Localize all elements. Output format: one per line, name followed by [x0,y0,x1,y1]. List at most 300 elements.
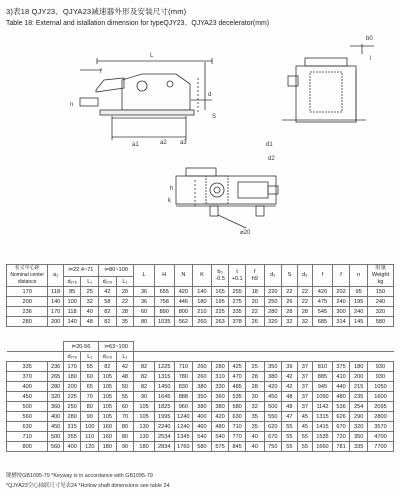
table-cell: 100 [63,297,81,307]
table-cell: 380 [211,402,229,412]
table-cell: 40 [81,307,99,317]
table-cell: 60 [116,402,134,412]
table-cell: 446 [174,297,193,307]
table-cell: 330 [211,382,229,392]
table-cell: 40 [245,432,264,442]
sub-d2-1: d₂₇₆ [63,277,81,287]
table-cell: 28 [116,307,134,317]
label-d2: d2 [268,156,275,162]
label-d20: ⌀20 [240,230,251,236]
table-cell: 90 [81,412,99,422]
table-cell: 32 [81,297,99,307]
table-cell: 400 [48,412,64,422]
table-cell: 250 [63,402,81,412]
table-cell: 562 [174,317,193,327]
table-cell: 200 [350,372,368,382]
table-cell: 170 [63,362,81,372]
table-cell: 275 [229,297,246,307]
table-cell: 3570 [367,422,393,432]
table-cell: 2095 [367,402,393,412]
table-cell: 110 [81,432,99,442]
table-cell: 120 [81,442,99,452]
table-cell: 42 [282,382,298,392]
table-cell: 82 [134,372,155,382]
table-cell: 55 [297,442,313,452]
table-cell: 240 [350,307,368,317]
table-cell: 480 [211,422,229,432]
hdr-L: L [134,265,155,287]
table-cell: 670 [332,422,350,432]
table-cell: 160 [99,432,117,442]
table-cell: 710 [229,422,246,432]
table-cell: 810 [313,362,333,372]
table-cell: 20 [116,287,134,297]
hdr-d1: d₁ [264,265,282,287]
table-cell: 37 [297,402,313,412]
table-cell: 575 [211,442,229,452]
sub-d2-2: d₂₇₆ [99,277,117,287]
table-cell: 37 [297,372,313,382]
table-cell: 535 [229,392,246,402]
label-d: d [208,92,212,98]
table-cell: 420 [313,287,333,297]
table-cell: 500 [7,402,48,412]
label-L: L [150,53,154,59]
table-row [7,297,394,307]
table-cell: 28 [245,382,264,392]
table-cell: 28 [245,372,264,382]
table-cell: 550 [264,412,282,422]
table-cell: 7700 [367,442,393,452]
label-a3: a3 [180,140,187,146]
table-cell: 280 [211,362,229,372]
table-cell: 40 [245,442,264,452]
sub-L1-3: L₁ [81,352,99,362]
table-cell: 60 [81,372,99,382]
table-cell: 60 [134,307,155,317]
table-cell: 2834 [154,442,174,452]
table-cell: 470 [229,372,246,382]
table-cell: 800 [174,307,193,317]
table-cell: 280 [63,412,81,422]
table-cell: 55 [116,392,134,402]
hdr-f3: f [332,265,350,287]
table-cell: 320 [367,307,393,317]
table-cell: 280 [48,382,64,392]
table-cell: 750 [264,442,282,452]
table-cell: 350 [264,362,282,372]
table-cell: 1660 [313,442,333,452]
table-cell: 22 [297,287,313,297]
table-cell: 140 [48,297,64,307]
table-cell: 250 [264,297,282,307]
table-row [7,442,394,452]
sub-d2-4: d₂₇₆ [99,352,117,362]
table-cell: 180 [193,297,212,307]
table-cell: 420 [211,412,229,422]
table-cell: 320 [350,422,368,432]
table-cell: 45 [297,412,313,422]
hdr-a1: a₁ [48,265,64,287]
table-cell: 1600 [367,392,393,402]
label-n: n [70,102,74,108]
table-cell: 280 [264,307,282,317]
table-cell: 28 [297,307,313,317]
table-cell: 945 [313,382,333,392]
table-cell: 70 [116,412,134,422]
table-cell: 410 [332,372,350,382]
table-cell: 150 [367,287,393,297]
table-cell: 37 [297,392,313,402]
table-cell: 1315 [154,372,174,382]
table-cell: 35 [245,422,264,432]
hdr-t: t +0.1 [229,265,246,287]
table-cell: 300 [332,307,350,317]
table-cell: 82 [99,317,117,327]
table-cell: 260 [193,317,212,327]
table-cell: 130 [134,432,155,442]
table-cell: 20 [245,297,264,307]
table-cell: 35 [116,317,134,327]
table-cell: 18 [245,287,264,297]
table-cell: 350 [350,432,368,442]
label-l: l [370,56,372,62]
table-cell: 42 [282,372,298,382]
table-cell: 55 [282,432,298,442]
table-cell: 314 [332,317,350,327]
table-cell: 55 [297,432,313,442]
table-cell: 1760 [174,442,193,452]
table-cell: 25 [81,287,99,297]
table-cell: 42 [116,362,134,372]
table-cell: 450 [264,392,282,402]
table-cell: 560 [7,412,48,422]
table-cell: 460 [193,422,212,432]
table-cell: 350 [193,392,212,402]
table-cell: 200 [63,382,81,392]
table-cell: 80 [81,402,99,412]
table-row [7,362,394,372]
table-cell: 710 [174,362,193,372]
table-cell: 420 [264,382,282,392]
table-cell: 1345 [174,432,193,442]
table-cell: 90 [116,442,134,452]
table-cell: 45 [297,422,313,432]
table-cell: 1050 [367,382,393,392]
table-cell: 82 [134,382,155,392]
table-cell: 82 [134,362,155,372]
table-cell: 105 [134,402,155,412]
table-cell: 100 [81,422,99,432]
table-cell: 580 [367,317,393,327]
table-cell: 1995 [154,412,174,422]
label-h: h [170,186,174,192]
table-cell: 236 [7,307,48,317]
table-cell: 240 [367,297,393,307]
label-s: S [212,114,217,120]
table-cell: 1825 [154,402,174,412]
table-row [7,372,394,382]
table-cell: 95 [350,287,368,297]
hdr-ratio-1: i=22.4~71 [63,265,98,277]
table-cell: 1240 [174,412,193,422]
table-cell: 240 [332,297,350,307]
table-cell: 425 [229,362,246,372]
table-cell: 160 [99,422,117,432]
hdr-ratio-4: i=63~100 [99,342,134,352]
table-cell: 480 [332,392,350,402]
table-cell: 80 [134,317,155,327]
hdr-N: N [174,265,193,287]
table-cell: 930 [367,362,393,372]
table-cell: 55 [282,442,298,452]
table-cell: 39 [282,362,298,372]
top-view [176,168,278,228]
table-cell: 255 [229,287,246,297]
table-cell: 655 [154,287,174,297]
table-cell: 380 [193,402,212,412]
hdr-f: f h9 [245,265,264,287]
sub-L1-4: L₁ [116,352,134,362]
table-cell: 885 [313,372,333,382]
table-cell: 310 [211,372,229,382]
table-cell: 360 [48,402,64,412]
table-cell: 58 [99,297,117,307]
table-cell: 65 [81,382,99,392]
table-cell: 580 [193,442,212,452]
table-cell: 440 [332,382,350,392]
table-row [7,382,394,392]
sub-L1-2: L₁ [116,277,134,287]
table-cell: 180 [63,372,81,382]
table-cell: 355 [63,432,81,442]
table-cell: 47 [282,412,298,422]
table-cell: 378 [229,317,246,327]
table-row [7,392,394,402]
table-cell: 48 [81,317,99,327]
table-cell: 420 [174,287,193,297]
table-cell: 55 [81,362,99,372]
table-cell: 35 [245,412,264,422]
table-cell: 500 [48,432,64,442]
sub-L1-1: L₁ [81,277,99,287]
table-cell: 500 [264,402,282,412]
table-cell: 82 [99,307,117,317]
table-cell: 280 [7,317,48,327]
table-cell: 2534 [154,432,174,442]
table-cell: 1142 [313,402,333,412]
table-cell: 48 [116,372,134,382]
table-cell: 202 [332,287,350,297]
label-d1: d1 [266,142,273,148]
table-row [7,422,394,432]
table-cell: 710 [7,432,48,442]
table-cell: 32 [245,402,264,412]
table-row [7,412,394,422]
table-cell: 180 [99,442,117,452]
table-cell: 545 [313,307,333,317]
table-cell: 450 [7,392,48,402]
table-cell: 50 [116,382,134,392]
table-cell: 70 [81,392,99,402]
table-cell: 195 [211,297,229,307]
table-cell: 450 [48,422,64,432]
title-english: Table 18: External and istallation dimension for typeQJY23、QJYA23 decelerator(mm) [6,20,269,27]
table-cell: 85 [63,287,81,297]
table-cell: 265 [48,372,64,382]
table-cell: 48 [282,402,298,412]
table-cell: 930 [367,372,393,382]
table-cell: 165 [211,287,229,297]
table-cell: 37 [297,382,313,392]
table-cell: 36 [134,297,155,307]
table-cell: 22 [245,307,264,317]
table-cell: 685 [313,317,333,327]
label-a2: a2 [160,140,167,146]
table-cell: 560 [48,442,64,452]
table-cell: 105 [134,412,155,422]
table-cell: 36 [134,287,155,297]
table-cell: 1315 [313,412,333,422]
table-cell: 2800 [367,412,393,422]
title-chinese: 3)表18 QJY23、QJYA23减速器外形及安装尺寸(mm) [6,7,187,16]
table-cell: 236 [48,362,64,372]
table-cell: 758 [154,297,174,307]
table-cell: 118 [48,287,64,297]
table-cell: 220 [264,287,282,297]
table-cell: 118 [63,307,81,317]
table-cell: 32 [297,317,313,327]
table-cell: 32 [282,317,298,327]
table-cell: 80 [116,422,134,432]
table-cell: 315 [63,422,81,432]
hdr-d3: d₃ [297,265,313,287]
table-cell: 830 [174,382,193,392]
table-cell: 630 [7,422,48,432]
hdr-n: n [350,265,368,287]
table-cell: 335 [229,307,246,317]
table-cell: 225 [63,392,81,402]
footnote-hollow-shaft: *QJYA23空心轴联尺寸见表24 *Hollow shaft dimensions see table 24 [6,483,170,489]
table-cell: 370 [7,372,48,382]
table-cell: 28 [282,307,298,317]
table-cell: 210 [193,307,212,317]
hdr-f2: f [313,265,333,287]
table-cell: 320 [264,317,282,327]
table-cell: 25 [245,362,264,372]
table-cell: 254 [350,402,368,412]
table-cell: 145 [350,317,368,327]
table-cell: 540 [193,432,212,442]
table-cell: 335 [350,442,368,452]
table-cell: 200 [7,297,48,307]
side-view [282,44,374,122]
table-cell: 770 [229,432,246,442]
table-cell: 140 [193,287,212,297]
table-cell: 55 [282,422,298,432]
table-cell: 263 [211,317,229,327]
label-f: f [100,69,102,75]
table-cell: 48 [282,392,298,402]
table-cell: 105 [99,372,117,382]
table-cell: 180 [350,362,368,372]
hdr-S: S [282,265,298,287]
table-cell: 90 [134,392,155,402]
hdr-H: H [154,265,174,287]
table-cell: 960 [174,402,193,412]
table-cell: 82 [99,362,117,372]
table-cell: 1225 [154,362,174,372]
table-cell: 620 [264,422,282,432]
table-cell: 260 [193,362,212,372]
table-cell: 845 [229,442,246,452]
table-cell: 1450 [154,382,174,392]
table-cell: 375 [332,362,350,372]
table-cell: 140 [63,317,81,327]
table-cell: 781 [332,442,350,452]
table-cell: 360 [211,392,229,402]
hdr-K: K [193,265,212,287]
table-cell: 720 [332,432,350,442]
table-cell: 180 [134,442,155,452]
hdr-weight: 重量 Weight kg [367,265,393,287]
label-b0: b0 [366,36,373,42]
table-cell: 195 [350,297,368,307]
table-cell: 22 [116,297,134,307]
table-cell: 1535 [313,432,333,442]
table-cell: 225 [211,307,229,317]
hdr-b0: b₀ -0.5 [211,265,229,287]
table-row [7,432,394,442]
table-cell: 626 [332,412,350,422]
table-cell: 215 [350,382,368,392]
table-cell: 22 [282,287,298,297]
table-cell: 80 [116,432,134,442]
table-cell: 780 [174,372,193,382]
table-cell: 580 [229,402,246,412]
hdr-nominal-distance: 名义中心距 Nominal center distance [7,265,48,287]
footnote-keyway: 键槽按GB1095-79 *Keyway is in accordance with GB1095-79 [6,473,153,479]
table-cell: 105 [99,382,117,392]
table-cell: 540 [211,432,229,442]
label-k: k [168,198,171,204]
hdr-ratio-2: i=80~100 [99,265,134,277]
table-cell: 1240 [174,422,193,432]
table-cell: 485 [229,382,246,392]
table-cell: 200 [48,317,64,327]
table-cell: 37 [297,362,313,372]
table-cell: 1645 [154,392,174,402]
table-row [7,307,394,317]
label-a1: a1 [132,142,139,148]
table-cell: 105 [99,412,117,422]
table-cell: 22 [297,297,313,307]
table-cell: 290 [350,412,368,422]
table-cell: 800 [7,442,48,452]
table-cell: 235 [350,392,368,402]
dimension-table-upper [6,264,394,327]
table-cell: 400 [7,382,48,392]
dimension-table-lower [6,341,394,452]
table-cell: 380 [264,372,282,382]
sub-d2-3: d₂₇₆ [63,352,81,362]
table-cell: 536 [332,402,350,412]
table-cell: 170 [7,287,48,297]
table-row [7,317,394,327]
table-cell: 1050 [313,392,333,402]
table-cell: 42 [99,287,117,297]
table-cell: 170 [48,307,64,317]
